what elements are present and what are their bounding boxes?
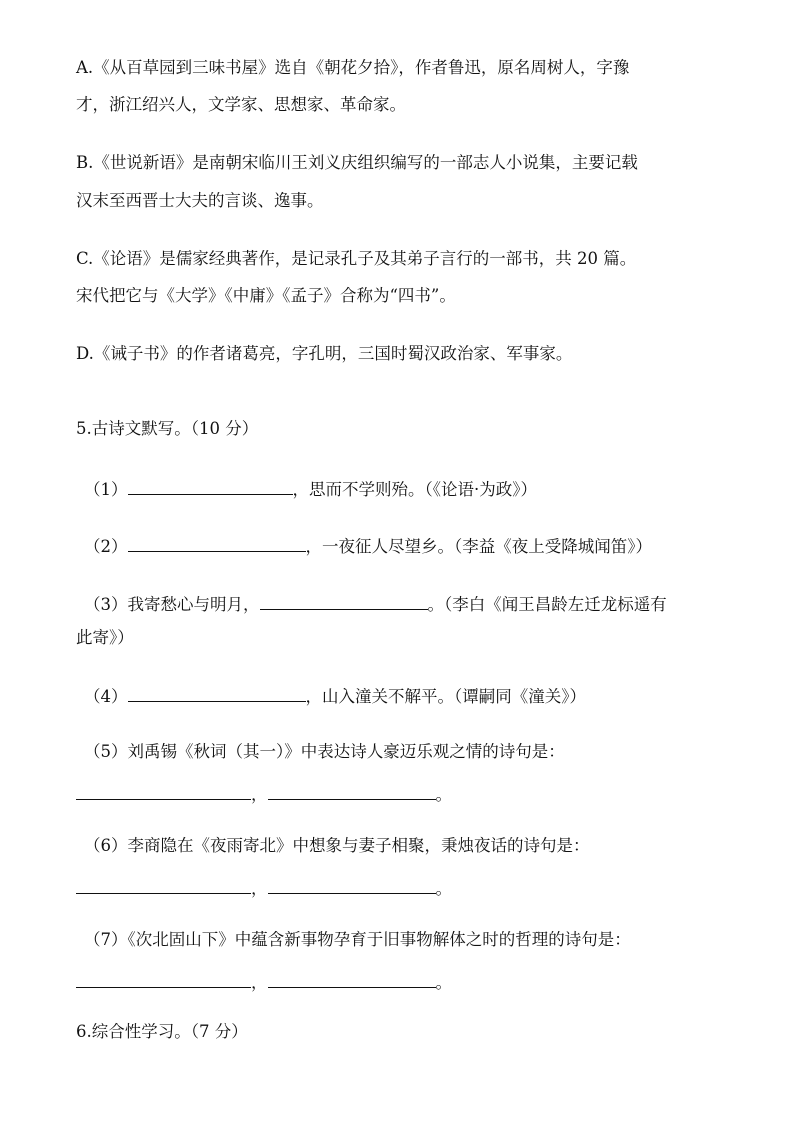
answer-blank-4[interactable] bbox=[128, 685, 306, 702]
separator: ， bbox=[251, 973, 268, 992]
separator: ， bbox=[251, 785, 268, 804]
q5-item-1 bbox=[84, 478, 537, 500]
q5-item-3-cont: 此寄》） bbox=[76, 628, 134, 647]
q5-item-6 bbox=[84, 836, 590, 856]
end-mark: 。 bbox=[435, 785, 452, 804]
q5-title: 5.古诗文默写。（10 分） bbox=[76, 419, 259, 438]
item-prompt: 李商隐在《夜雨寄北》中想象与妻子相聚，秉烛夜话的诗句是： bbox=[127, 836, 590, 855]
q5-item-2 bbox=[84, 535, 652, 557]
item-text: ，思而不学则殆。（《论语·为政》） bbox=[292, 480, 537, 499]
option-c-line-2: 宋代把它与《大学》《中庸》《孟子》合称为“四书”。 bbox=[76, 286, 456, 305]
answer-blank-2[interactable] bbox=[128, 535, 306, 552]
answer-blank-7b[interactable] bbox=[268, 971, 436, 988]
option-b-line-2: 汉末至西晋士大夫的言谈、逸事。 bbox=[76, 191, 324, 210]
answer-blank-5b[interactable] bbox=[268, 783, 436, 800]
item-number: （3） bbox=[84, 595, 128, 614]
item-number: （4） bbox=[84, 687, 128, 706]
end-mark: 。 bbox=[435, 973, 452, 992]
item-text-before: 我寄愁心与明月， bbox=[127, 595, 260, 614]
option-a-line-1: A.《从百草园到三味书屋》选自《朝花夕拾》，作者鲁迅，原名周树人，字豫 bbox=[76, 58, 630, 77]
item-prompt: 《次北固山下》中蕴含新事物孕育于旧事物解体之时的哲理的诗句是： bbox=[127, 930, 631, 949]
item-prompt: 刘禹锡《秋词（其一）》中表达诗人豪迈乐观之情的诗句是： bbox=[127, 742, 565, 761]
item-number: （6） bbox=[84, 836, 128, 855]
q5-item-7-answers bbox=[76, 971, 452, 993]
item-number: （1） bbox=[84, 480, 128, 499]
q5-item-7 bbox=[84, 930, 631, 950]
answer-blank-3[interactable] bbox=[260, 593, 428, 610]
item-number: （5） bbox=[84, 742, 128, 761]
answer-blank-7a[interactable] bbox=[76, 971, 251, 988]
option-a-line-2: 才，浙江绍兴人，文学家、思想家、革命家。 bbox=[76, 95, 406, 114]
answer-blank-6b[interactable] bbox=[268, 877, 436, 894]
item-text: ，一夜征人尽望乡。（李益《夜上受降城闻笛》） bbox=[305, 537, 652, 556]
q5-item-5 bbox=[84, 742, 565, 762]
separator: ， bbox=[251, 879, 268, 898]
option-b-line-1: B.《世说新语》是南朝宋临川王刘义庆组织编写的一部志人小说集，主要记载 bbox=[76, 153, 638, 172]
answer-blank-6a[interactable] bbox=[76, 877, 251, 894]
q5-item-5-answers bbox=[76, 783, 452, 805]
item-number: （7） bbox=[84, 930, 128, 949]
item-text: ，山入潼关不解平。（谭嗣同《潼关》） bbox=[305, 687, 586, 706]
item-number: （2） bbox=[84, 537, 128, 556]
option-d-line-1: D.《诫子书》的作者诸葛亮，字孔明，三国时蜀汉政治家、军事家。 bbox=[76, 344, 573, 363]
answer-blank-5a[interactable] bbox=[76, 783, 251, 800]
q5-item-6-answers bbox=[76, 877, 452, 899]
q6-title: 6.综合性学习。（7 分） bbox=[76, 1022, 248, 1041]
item-text: 。（李白《闻王昌龄左迁龙标遥有 bbox=[427, 595, 667, 614]
q5-item-3 bbox=[84, 593, 667, 615]
end-mark: 。 bbox=[435, 879, 452, 898]
q5-item-4 bbox=[84, 685, 586, 707]
answer-blank-1[interactable] bbox=[128, 478, 293, 495]
option-c-line-1: C.《论语》是儒家经典著作，是记录孔子及其弟子言行的一部书，共 20 篇。 bbox=[76, 249, 637, 268]
